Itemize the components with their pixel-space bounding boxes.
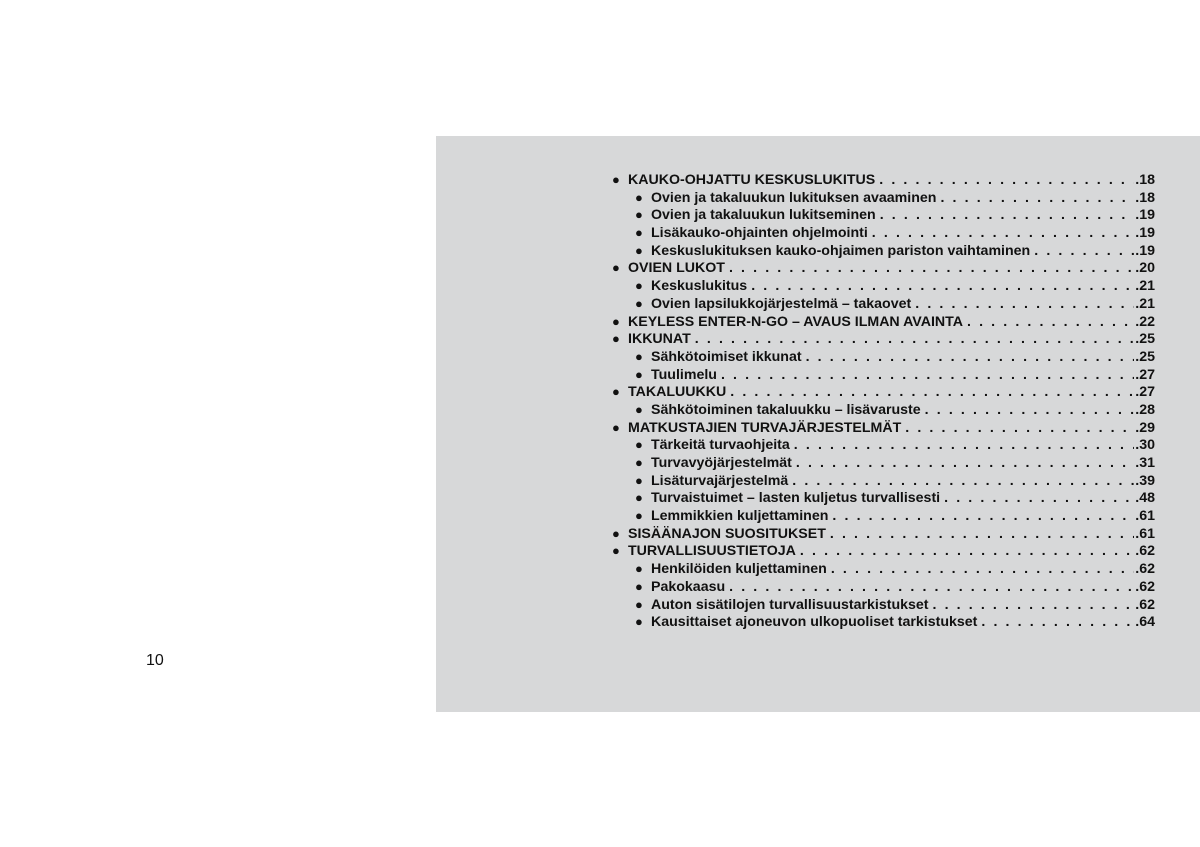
toc-title: Tuulimelu bbox=[651, 366, 717, 383]
dot-leader bbox=[1034, 243, 1134, 260]
dot-leader bbox=[832, 508, 1134, 525]
toc-entry bbox=[612, 578, 1155, 596]
dot-leader bbox=[915, 296, 1134, 313]
toc-page: .27 bbox=[1135, 384, 1155, 401]
page-number: 10 bbox=[146, 652, 164, 669]
toc-title: KEYLESS ENTER-N-GO – AVAUS ILMAN AVAINTA bbox=[628, 313, 963, 330]
toc-page: .61 bbox=[1135, 525, 1155, 542]
toc-entry bbox=[612, 366, 1155, 384]
toc-page: .62 bbox=[1135, 543, 1155, 560]
toc-title: Turvaistuimet – lasten kuljetus turvallisesti bbox=[651, 490, 941, 507]
dot-leader bbox=[933, 597, 1135, 614]
toc-title: Henkilöiden kuljettaminen bbox=[651, 561, 827, 578]
bullet-icon: ● bbox=[635, 348, 643, 364]
toc-title: Lemmikkien kuljettaminen bbox=[651, 508, 829, 525]
toc-page: .25 bbox=[1135, 331, 1155, 348]
toc-entry bbox=[612, 489, 1155, 507]
toc-page: .62 bbox=[1135, 596, 1155, 613]
toc-title: Sähkötoiminen takaluukku – lisävaruste bbox=[651, 401, 921, 418]
toc-page: .19 bbox=[1135, 225, 1155, 242]
dot-leader bbox=[792, 473, 1134, 490]
toc-entry bbox=[612, 613, 1155, 631]
toc-title: Turvavyöjärjestelmät bbox=[651, 455, 792, 471]
bullet-icon: ● bbox=[635, 437, 643, 453]
toc-page: .29 bbox=[1135, 419, 1155, 436]
bullet-icon: ● bbox=[635, 278, 643, 294]
toc-page: .18 bbox=[1135, 189, 1155, 206]
toc-title: Tärkeitä turvaohjeita bbox=[651, 437, 790, 454]
toc-page: .25 bbox=[1135, 348, 1155, 365]
toc-entry bbox=[612, 224, 1155, 242]
bullet-icon: ● bbox=[612, 260, 620, 276]
toc-title: Kausittaiset ajoneuvon ulkopuoliset tarkistukset bbox=[651, 614, 978, 631]
table-of-contents bbox=[612, 171, 1155, 631]
dot-leader bbox=[880, 207, 1135, 224]
dot-leader bbox=[981, 614, 1134, 631]
toc-entry bbox=[612, 259, 1155, 277]
bullet-icon: ● bbox=[635, 596, 643, 612]
bullet-icon: ● bbox=[635, 455, 643, 470]
toc-entry bbox=[612, 242, 1155, 260]
toc-title: SISÄÄNAJON SUOSITUKSET bbox=[628, 525, 826, 542]
toc-title: MATKUSTAJIEN TURVAJÄRJESTELMÄT bbox=[628, 419, 902, 436]
toc-entry bbox=[612, 419, 1155, 437]
bullet-icon: ● bbox=[635, 242, 643, 258]
toc-entry bbox=[612, 401, 1155, 419]
toc-entry bbox=[612, 189, 1155, 207]
toc-title: TAKALUUKKU bbox=[628, 384, 727, 401]
dot-leader bbox=[830, 526, 1134, 543]
bullet-icon: ● bbox=[612, 525, 620, 541]
toc-page: .64 bbox=[1135, 614, 1155, 631]
toc-entry bbox=[612, 206, 1155, 224]
bullet-icon: ● bbox=[635, 366, 643, 382]
bullet-icon: ● bbox=[612, 384, 620, 400]
toc-entry bbox=[612, 436, 1155, 454]
toc-title: Auton sisätilojen turvallisuustarkistukset bbox=[651, 596, 929, 613]
toc-title: Keskuslukituksen kauko-ohjaimen pariston vaihtaminen bbox=[651, 242, 1031, 259]
toc-entry bbox=[612, 295, 1155, 313]
toc-page: .28 bbox=[1135, 401, 1155, 418]
toc-page: .21 bbox=[1135, 295, 1155, 312]
bullet-icon: ● bbox=[612, 543, 620, 559]
bullet-icon: ● bbox=[612, 313, 620, 329]
toc-page: .19 bbox=[1135, 207, 1155, 224]
toc-title: IKKUNAT bbox=[628, 331, 691, 348]
dot-leader bbox=[831, 561, 1134, 578]
dot-leader bbox=[751, 278, 1134, 295]
toc-entry bbox=[612, 313, 1155, 331]
toc-title: Lisäturvajärjestelmä bbox=[651, 472, 789, 489]
bullet-icon: ● bbox=[635, 578, 643, 594]
toc-entry bbox=[612, 596, 1155, 614]
dot-leader bbox=[872, 225, 1134, 242]
toc-page: .62 bbox=[1135, 578, 1155, 595]
bullet-icon: ● bbox=[635, 401, 643, 417]
toc-title: Ovien lapsilukkojärjestelmä – takaovet bbox=[651, 295, 912, 312]
toc-entry bbox=[612, 330, 1155, 348]
dot-leader bbox=[905, 420, 1134, 437]
bullet-icon: ● bbox=[635, 189, 643, 205]
dot-leader bbox=[695, 331, 1134, 348]
bullet-icon: ● bbox=[635, 561, 643, 577]
bullet-icon: ● bbox=[612, 419, 620, 435]
toc-title: Ovien ja takaluukun lukituksen avaaminen bbox=[651, 189, 937, 206]
dot-leader bbox=[800, 543, 1134, 560]
toc-entry bbox=[612, 472, 1155, 490]
toc-title: Keskuslukitus bbox=[651, 278, 748, 295]
toc-page: .22 bbox=[1135, 313, 1155, 330]
toc-page: .21 bbox=[1135, 278, 1155, 295]
toc-entry bbox=[612, 542, 1155, 560]
dot-leader bbox=[925, 402, 1135, 419]
toc-page: .19 bbox=[1135, 242, 1155, 259]
dot-leader bbox=[794, 437, 1134, 454]
toc-title: TURVALLISUUSTIETOJA bbox=[628, 543, 796, 560]
bullet-icon: ● bbox=[635, 295, 643, 311]
toc-page: .31 bbox=[1135, 455, 1155, 471]
toc-title: OVIEN LUKOT bbox=[628, 260, 725, 277]
toc-entry bbox=[612, 383, 1155, 401]
toc-title: Lisäkauko-ohjainten ohjelmointi bbox=[651, 225, 868, 242]
toc-title: KAUKO-OHJATTU KESKUSLUKITUS bbox=[628, 172, 876, 188]
toc-page: .48 bbox=[1135, 490, 1155, 507]
bullet-icon: ● bbox=[635, 490, 643, 506]
dot-leader bbox=[967, 314, 1134, 331]
toc-entry bbox=[612, 277, 1155, 295]
toc-title: Pakokaasu bbox=[651, 578, 726, 595]
dot-leader bbox=[729, 579, 1134, 596]
dot-leader bbox=[729, 260, 1134, 277]
toc-entry bbox=[612, 171, 1155, 189]
toc-entry bbox=[612, 348, 1155, 366]
toc-entry bbox=[612, 525, 1155, 543]
dot-leader bbox=[879, 172, 1134, 189]
toc-page: .18 bbox=[1135, 172, 1155, 188]
toc-page: .62 bbox=[1135, 561, 1155, 578]
bullet-icon: ● bbox=[635, 207, 643, 223]
toc-page: .30 bbox=[1135, 437, 1155, 454]
dot-leader bbox=[730, 384, 1134, 401]
dot-leader bbox=[944, 490, 1134, 507]
bullet-icon: ● bbox=[635, 614, 643, 630]
toc-page: .61 bbox=[1135, 508, 1155, 525]
bullet-icon: ● bbox=[635, 225, 643, 241]
bullet-icon: ● bbox=[635, 508, 643, 524]
dot-leader bbox=[721, 367, 1134, 384]
dot-leader bbox=[940, 190, 1134, 207]
toc-page: .27 bbox=[1135, 366, 1155, 383]
toc-title: Ovien ja takaluukun lukitseminen bbox=[651, 207, 876, 224]
toc-page: .20 bbox=[1135, 260, 1155, 277]
toc-entry bbox=[612, 454, 1155, 472]
toc-title: Sähkötoimiset ikkunat bbox=[651, 348, 802, 365]
toc-entry bbox=[612, 560, 1155, 578]
toc-page: .39 bbox=[1135, 472, 1155, 489]
bullet-icon: ● bbox=[635, 472, 643, 488]
dot-leader bbox=[796, 455, 1134, 472]
bullet-icon: ● bbox=[612, 172, 620, 187]
bullet-icon: ● bbox=[612, 331, 620, 347]
toc-entry bbox=[612, 507, 1155, 525]
dot-leader bbox=[806, 349, 1135, 366]
